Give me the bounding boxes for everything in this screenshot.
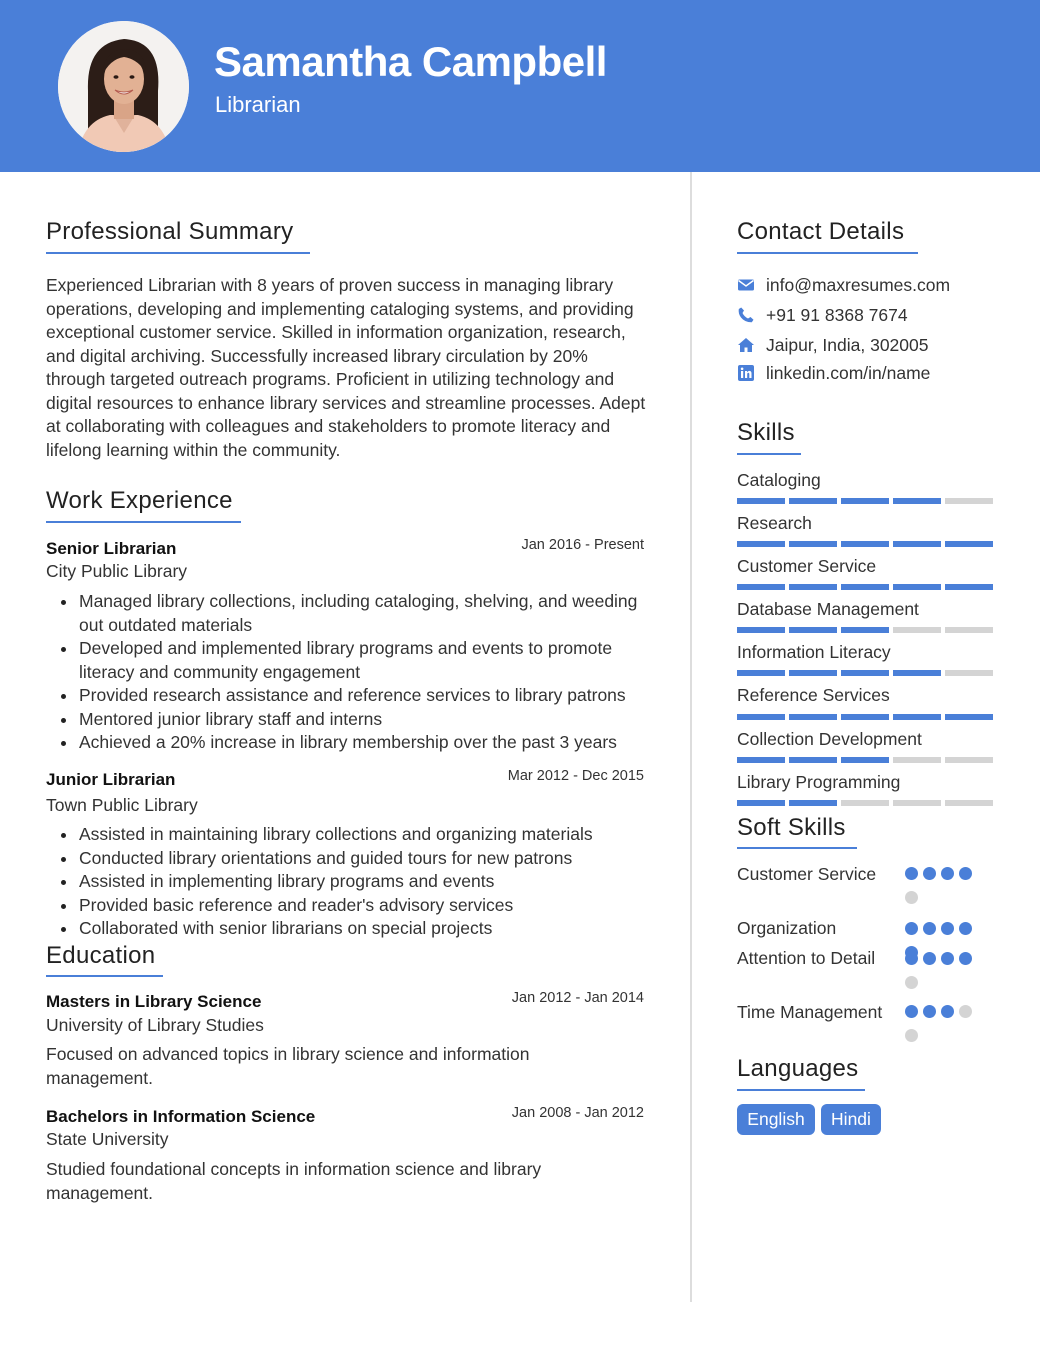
language-tag: English: [737, 1104, 815, 1135]
school-name: University of Library Studies: [46, 1015, 264, 1035]
skill-name: Database Management: [737, 599, 919, 619]
skill-name: Collection Development: [737, 729, 922, 749]
rating-dot: [905, 1029, 918, 1042]
skills-underline: [737, 453, 801, 455]
summary-text: Experienced Librarian with 8 years of proven success in managing library operations, developing and implementing cataloging systems, and providing exceptional customer service. Skilled in information organization, research, and digital archiving. Successfully increased library circulation by 20% through targeted outreach programs. Proficient in utilizing technology and digital resources to enhance library services and streamline processes. Adept at collaborating with colleagues and stakeholders to promote literacy and lifelong learning within the community.: [46, 275, 646, 460]
skill-segment: [945, 584, 993, 590]
skill-segment: [789, 584, 837, 590]
contact-email-text: info@maxresumes.com: [766, 274, 951, 295]
rating-dot: [905, 867, 918, 880]
language-tag: Hindi: [821, 1104, 881, 1135]
contact-underline: [737, 252, 918, 254]
skill-name: Cataloging: [737, 470, 821, 490]
list-item: Assisted in maintaining library collections and organizing materials: [46, 823, 656, 847]
skill-name: Library Programming: [737, 772, 901, 792]
skill-bar: [737, 498, 993, 504]
skill-segment: [737, 670, 785, 676]
job-bullets: [46, 590, 656, 755]
skill-segment: [893, 800, 941, 806]
skill-segment: [893, 584, 941, 590]
education-date: Jan 2012 - Jan 2014: [511, 990, 644, 1006]
skill-segment: [789, 714, 837, 720]
rating-dot: [923, 922, 936, 935]
contact-heading: Contact Details: [737, 218, 905, 245]
list-item: Conducted library orientations and guided tours for new patrons: [46, 847, 656, 871]
skill-segment: [737, 584, 785, 590]
languages-underline: [737, 1089, 865, 1091]
soft-skills-heading: Soft Skills: [737, 814, 846, 841]
contact-phone-text: +91 91 8368 7674: [766, 304, 908, 325]
skill-segment: [841, 714, 889, 720]
skill-segment: [789, 670, 837, 676]
skill-segment: [841, 498, 889, 504]
skill-segment: [841, 541, 889, 547]
skill-segment: [945, 670, 993, 676]
rating-dot: [941, 867, 954, 880]
candidate-title: Librarian: [215, 92, 301, 117]
education-description: Studied foundational concepts in information science and library management.: [46, 1159, 542, 1203]
candidate-name: Samantha Campbell: [214, 38, 607, 85]
skill-segment: [893, 498, 941, 504]
skill-segment: [893, 541, 941, 547]
skill-segment: [841, 670, 889, 676]
skill-segment: [945, 498, 993, 504]
job-date: Jan 2016 - Present: [521, 537, 644, 553]
profile-photo: [58, 21, 189, 152]
list-item: Assisted in implementing library programs and events: [46, 870, 656, 894]
job-title: Junior Librarian: [46, 770, 176, 789]
rating-dot: [941, 922, 954, 935]
rating-dot: [959, 1005, 972, 1018]
column-divider: [690, 172, 692, 1302]
degree-title: Masters in Library Science: [46, 992, 262, 1011]
list-item: Achieved a 20% increase in library membership over the past 3 years: [46, 731, 656, 755]
skill-segment: [893, 670, 941, 676]
skill-bar: [737, 541, 993, 547]
skill-segment: [945, 714, 993, 720]
soft-skill-name: Attention to Detail: [737, 948, 876, 968]
skill-segment: [737, 627, 785, 633]
skill-segment: [945, 757, 993, 763]
skill-segment: [789, 627, 837, 633]
education-underline: [46, 975, 163, 977]
soft-skills-underline: [737, 847, 857, 849]
rating-dot: [905, 1005, 918, 1018]
skill-name: Reference Services: [737, 685, 890, 705]
header-banner: [0, 0, 1040, 172]
list-item: Managed library collections, including cataloging, shelving, and weeding out outdated materials: [46, 590, 656, 637]
rating-dot: [923, 952, 936, 965]
contact-email[interactable]: [737, 273, 950, 297]
soft-skill-name: Organization: [737, 918, 837, 938]
skill-segment: [737, 498, 785, 504]
education-date: Jan 2008 - Jan 2012: [511, 1105, 644, 1121]
skill-bar: [737, 627, 993, 633]
rating-dot: [923, 867, 936, 880]
summary-heading: Professional Summary: [46, 218, 294, 245]
skill-segment: [737, 541, 785, 547]
skill-segment: [737, 757, 785, 763]
home-icon: [737, 336, 755, 354]
job-title: Senior Librarian: [46, 539, 177, 558]
list-item: Provided basic reference and reader's advisory services: [46, 894, 656, 918]
rating-dot: [941, 952, 954, 965]
contact-location-text: Jaipur, India, 302005: [766, 334, 929, 355]
education-description: Focused on advanced topics in library science and information management.: [46, 1044, 530, 1088]
list-item: Collaborated with senior librarians on special projects: [46, 917, 656, 941]
contact-linkedin[interactable]: [737, 361, 930, 385]
linkedin-icon: [737, 364, 755, 382]
skill-bar: [737, 800, 993, 806]
school-name: State University: [46, 1129, 169, 1149]
skill-segment: [945, 800, 993, 806]
skill-segment: [841, 757, 889, 763]
skill-segment: [841, 627, 889, 633]
skill-segment: [841, 800, 889, 806]
skill-segment: [841, 584, 889, 590]
contact-location: [737, 333, 929, 357]
skill-segment: [893, 757, 941, 763]
avatar: [58, 21, 189, 152]
list-item: Provided research assistance and reference services to library patrons: [46, 684, 656, 708]
languages-heading: Languages: [737, 1055, 859, 1082]
rating-dot: [905, 891, 918, 904]
summary-underline: [46, 252, 310, 254]
skill-segment: [789, 541, 837, 547]
skill-name: Customer Service: [737, 556, 877, 576]
skill-bar: [737, 584, 993, 590]
skill-segment: [789, 757, 837, 763]
mail-icon: [737, 276, 755, 294]
rating-dot: [905, 976, 918, 989]
skills-heading: Skills: [737, 419, 795, 446]
skill-segment: [789, 800, 837, 806]
skill-segment: [737, 800, 785, 806]
skill-segment: [945, 541, 993, 547]
job-bullets: [46, 823, 656, 941]
skill-bar: [737, 757, 993, 763]
contact-phone[interactable]: [737, 303, 908, 327]
experience-underline: [46, 521, 241, 523]
soft-skill-name: Time Management: [737, 1002, 883, 1022]
skill-name: Information Literacy: [737, 642, 891, 662]
rating-dot: [959, 867, 972, 880]
rating-dot: [905, 952, 918, 965]
job-date: Mar 2012 - Dec 2015: [507, 768, 644, 784]
education-heading: Education: [46, 942, 156, 969]
skill-name: Research: [737, 513, 812, 533]
skill-segment: [893, 627, 941, 633]
rating-dot: [941, 1005, 954, 1018]
skill-segment: [893, 714, 941, 720]
rating-dot: [905, 922, 918, 935]
list-item: Developed and implemented library programs and events to promote literacy and community engagement: [46, 637, 656, 684]
skill-bar: [737, 670, 993, 676]
list-item: Mentored junior library staff and interns: [46, 708, 656, 732]
experience-heading: Work Experience: [46, 487, 233, 514]
degree-title: Bachelors in Information Science: [46, 1107, 316, 1126]
job-company: Town Public Library: [46, 795, 198, 815]
skill-bar: [737, 714, 993, 720]
skill-segment: [945, 627, 993, 633]
skill-segment: [789, 498, 837, 504]
soft-skill-name: Customer Service: [737, 864, 877, 884]
job-company: City Public Library: [46, 561, 188, 581]
rating-dot: [923, 1005, 936, 1018]
rating-dot: [959, 952, 972, 965]
phone-icon: [737, 306, 755, 324]
contact-linkedin-text: linkedin.com/in/name: [766, 362, 931, 383]
skill-segment: [737, 714, 785, 720]
rating-dot: [959, 922, 972, 935]
